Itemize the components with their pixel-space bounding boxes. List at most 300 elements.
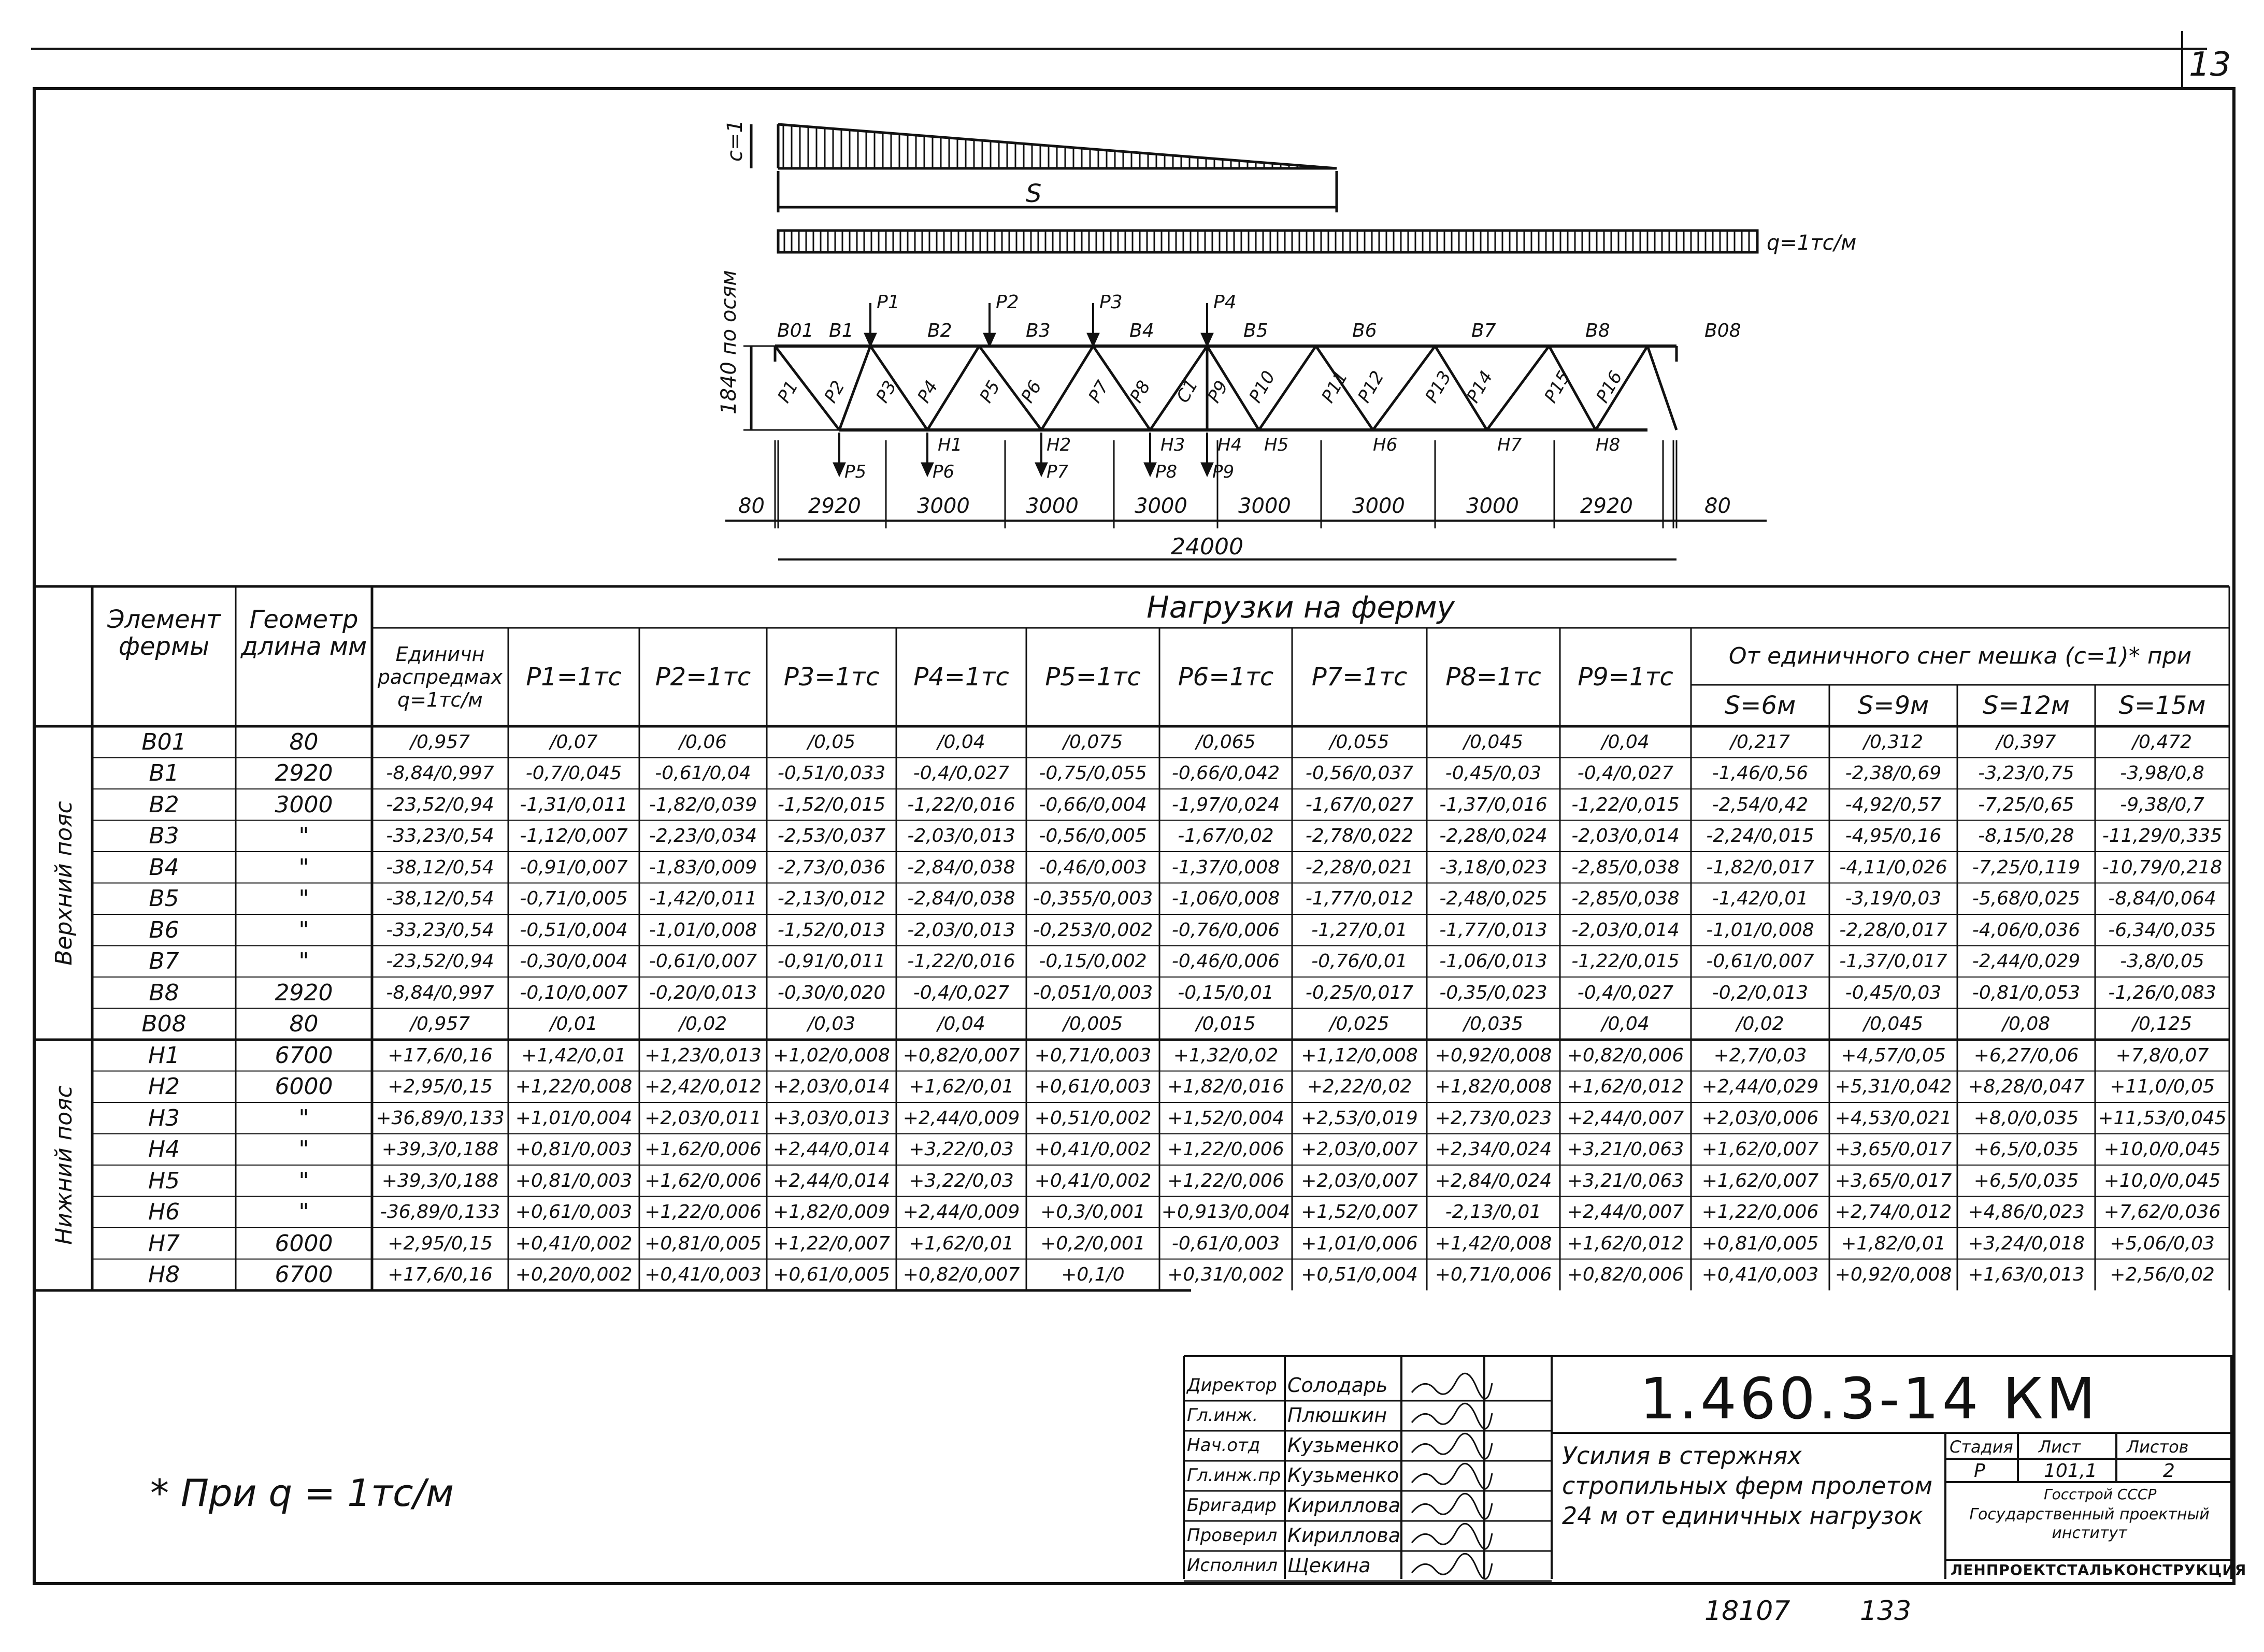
table-cell-value: +1,62/0,006 xyxy=(644,1139,762,1160)
table-cell-value: +3,21/0,063 xyxy=(1567,1170,1684,1191)
table-cell-value: -1,27/0,01 xyxy=(1311,919,1408,941)
table-cell-value: +2,84/0,024 xyxy=(1435,1170,1552,1191)
table-cell-value: -0,15/0,002 xyxy=(1039,951,1147,972)
table-cell-value: -2,23/0,034 xyxy=(649,825,757,847)
table-cell-value: +2,44/0,014 xyxy=(773,1170,890,1191)
table-cell-value: +6,5/0,035 xyxy=(1973,1170,2079,1191)
table-cell-value: -1,52/0,013 xyxy=(777,919,886,941)
table-cell-value: -0,61/0,04 xyxy=(655,763,751,784)
table-cell-value: -8,84/0,997 xyxy=(386,982,494,1003)
table-cell-value: +2,74/0,012 xyxy=(1835,1201,1952,1223)
table-cell-value: -1,01/0,008 xyxy=(649,919,757,941)
table-cell-value: +0,51/0,002 xyxy=(1034,1107,1152,1129)
table-cell-value: -2,44/0,029 xyxy=(1972,951,2081,972)
dimension-value: 80 xyxy=(1704,494,1731,518)
truss-brace xyxy=(1041,346,1093,430)
table-cell-value: +36,89/0,133 xyxy=(376,1107,505,1129)
table-cell-value: +6,5/0,035 xyxy=(1973,1139,2079,1160)
table-cell-value: /0,02 xyxy=(679,1013,727,1035)
table-cell-value: -1,12/0,007 xyxy=(520,825,628,847)
table-cell-value: -4,11/0,026 xyxy=(1839,856,1947,878)
table-cell-value: +2,03/0,011 xyxy=(644,1107,762,1129)
table-cell-value: -0,4/0,027 xyxy=(1577,763,1674,784)
table-cell-value: +10,0/0,045 xyxy=(2103,1139,2221,1160)
table-row-element: Н7 xyxy=(148,1230,180,1257)
signature-role: Гл.инж.пр xyxy=(1187,1465,1281,1486)
handwritten-signature xyxy=(1412,1373,1492,1399)
table-cell-value: -1,22/0,015 xyxy=(1571,794,1680,815)
point-load-header: P7=1тс xyxy=(1311,663,1408,692)
dimension-value: 3000 xyxy=(1026,494,1079,518)
table-row-element: В8 xyxy=(149,979,179,1006)
table-row-length: " xyxy=(298,885,309,912)
table-cell-value: +7,62/0,036 xyxy=(2103,1201,2221,1223)
footnote: * При q = 1тс/м xyxy=(150,1471,454,1515)
table-cell-value: -0,4/0,027 xyxy=(1577,982,1674,1003)
table-cell-value: +3,65/0,017 xyxy=(1835,1170,1952,1191)
brace-label: Р1 xyxy=(773,377,803,407)
truss-diagram xyxy=(596,98,1857,583)
dimension-value: 3000 xyxy=(1466,494,1519,518)
table-cell-value: +2,44/0,009 xyxy=(902,1201,1020,1223)
bottom-load-label: P9 xyxy=(1212,462,1235,482)
top-chord-label: В1 xyxy=(829,320,854,341)
point-load-header: P5=1тс xyxy=(1045,663,1141,692)
table-cell-value: -2,85/0,038 xyxy=(1571,888,1680,910)
table-cell-value: /0,957 xyxy=(410,1013,470,1035)
table-cell-value: -2,53/0,037 xyxy=(777,825,886,847)
table-cell-value: +2,95/0,15 xyxy=(388,1076,493,1098)
stage-value: Р xyxy=(1974,1460,1985,1482)
table-cell-value: -1,67/0,027 xyxy=(1305,794,1414,815)
bottom-load-label: P8 xyxy=(1155,462,1178,482)
org-line-3: ЛЕНПРОЕКТСТАЛЬКОНСТРУКЦИЯ xyxy=(1951,1561,2247,1578)
snow-span-header: S=9м xyxy=(1857,691,1929,720)
table-cell-value: +0,41/0,002 xyxy=(515,1232,633,1254)
table-cell-value: -3,18/0,023 xyxy=(1439,856,1547,878)
s-label: S xyxy=(1026,179,1042,208)
table-cell-value: -2,28/0,021 xyxy=(1305,856,1414,878)
dimension-value: 2920 xyxy=(808,494,861,518)
table-cell-value: -33,23/0,54 xyxy=(386,825,494,847)
point-load-header: P9=1тс xyxy=(1578,663,1673,692)
table-cell-value: -1,26/0,083 xyxy=(2108,982,2216,1003)
table-cell-value: -0,76/0,01 xyxy=(1311,951,1408,972)
table-cell-value: -0,4/0,027 xyxy=(913,763,1010,784)
table-cell-value: +0,92/0,008 xyxy=(1435,1044,1552,1066)
table-row-length: 2920 xyxy=(275,760,333,787)
handwritten-signature xyxy=(1412,1554,1492,1579)
table-cell-value: -0,76/0,006 xyxy=(1171,919,1280,941)
sheet-number: 13 xyxy=(2189,46,2231,84)
signature-name: Кириллова xyxy=(1287,1494,1400,1517)
table-cell-value: +10,0/0,045 xyxy=(2103,1170,2221,1191)
table-cell-value: +1,12/0,008 xyxy=(1301,1044,1418,1066)
table-cell-value: +11,53/0,045 xyxy=(2098,1107,2227,1129)
table-cell-value: +3,22/0,03 xyxy=(909,1170,1014,1191)
table-cell-value: -1,52/0,015 xyxy=(777,794,886,815)
top-chord-label: В8 xyxy=(1585,320,1610,341)
brace-label: Р5 xyxy=(976,377,1005,407)
handwritten-signature xyxy=(1412,1493,1492,1519)
table-cell-value: -0,75/0,055 xyxy=(1039,763,1147,784)
table-cell-value: -0,051/0,003 xyxy=(1033,982,1153,1003)
table-cell-value: /0,08 xyxy=(2002,1013,2051,1035)
table-cell-value: +2,03/0,014 xyxy=(773,1076,890,1098)
table-cell-value: +2,34/0,024 xyxy=(1435,1139,1552,1160)
table-cell-value: -0,46/0,003 xyxy=(1039,856,1147,878)
table-cell-value: -2,13/0,012 xyxy=(777,888,886,910)
table-cell-value: +0,81/0,005 xyxy=(1701,1232,1819,1254)
bottom-chord-group-label: Нижний пояс xyxy=(51,1085,77,1245)
table-cell-value: +1,62/0,01 xyxy=(909,1232,1014,1254)
table-cell-value: /0,02 xyxy=(1736,1013,1784,1035)
snow-span-header: S=6м xyxy=(1724,691,1796,720)
table-row-length: " xyxy=(298,1167,309,1194)
table-cell-value: +5,31/0,042 xyxy=(1835,1076,1952,1098)
table-cell-value: -0,91/0,007 xyxy=(520,856,628,878)
table-cell-value: +2,44/0,007 xyxy=(1567,1201,1684,1223)
table-cell-value: /0,04 xyxy=(937,731,985,753)
point-load-header: P3=1тс xyxy=(783,663,880,692)
table-cell-value: -0,61/0,007 xyxy=(1706,951,1814,972)
table-cell-value: -1,82/0,039 xyxy=(649,794,757,815)
table-cell-value: +0,61/0,003 xyxy=(1034,1076,1152,1098)
table-cell-value: -0,4/0,027 xyxy=(913,982,1010,1003)
table-cell-value: +1,22/0,006 xyxy=(644,1201,762,1223)
brace-label: Р12 xyxy=(1354,367,1388,407)
signature-name: Щекина xyxy=(1287,1554,1371,1577)
table-cell-value: -2,84/0,038 xyxy=(907,888,1015,910)
top-rule-tick xyxy=(2181,31,2183,87)
signature-role: Проверил xyxy=(1187,1525,1278,1546)
dimension-value: 3000 xyxy=(917,494,970,518)
table-cell-value: +3,65/0,017 xyxy=(1835,1139,1952,1160)
table-cell-value: /0,957 xyxy=(410,731,470,753)
table-cell-value: -38,12/0,54 xyxy=(386,856,494,878)
bottom-load-label: P5 xyxy=(844,462,867,482)
table-cell-value: +1,22/0,006 xyxy=(1167,1139,1284,1160)
arrow-head xyxy=(1202,464,1212,474)
table-row-length: 80 xyxy=(289,1011,319,1038)
table-row-element: В2 xyxy=(149,791,179,818)
table-cell-value: +2,56/0,02 xyxy=(2110,1264,2215,1286)
truss-brace xyxy=(1647,346,1676,430)
table-cell-value: -8,84/0,064 xyxy=(2108,888,2216,910)
top-load-label: P3 xyxy=(1099,292,1123,313)
element-column-header: Элемент фермы xyxy=(107,605,221,661)
table-cell-value: /0,472 xyxy=(2132,731,2193,753)
table-cell-value: -3,98/0,8 xyxy=(2120,763,2204,784)
table-cell-value: +4,86/0,023 xyxy=(1968,1201,2085,1223)
table-cell-value: -33,23/0,54 xyxy=(386,919,494,941)
table-cell-value: -2,24/0,015 xyxy=(1706,825,1814,847)
table-cell-value: -0,45/0,03 xyxy=(1845,982,1942,1003)
table-cell-value: +1,82/0,01 xyxy=(1841,1232,1946,1254)
table-cell-value: +3,24/0,018 xyxy=(1968,1232,2085,1254)
bottom-chord-label: Н5 xyxy=(1264,435,1289,455)
table-cell-value: -0,61/0,007 xyxy=(649,951,757,972)
table-cell-value: -2,85/0,038 xyxy=(1571,856,1680,878)
handwritten-signature xyxy=(1412,1403,1492,1429)
signature-role: Исполнил xyxy=(1187,1555,1278,1576)
table-cell-value: -0,71/0,005 xyxy=(520,888,628,910)
top-chord-label: В5 xyxy=(1243,320,1268,341)
brace-label: Р7 xyxy=(1084,377,1113,407)
table-cell-value: +2,03/0,006 xyxy=(1701,1107,1819,1129)
table-row-element: В08 xyxy=(141,1011,187,1038)
table-row-length: " xyxy=(298,948,309,975)
table-cell-value: +0,82/0,006 xyxy=(1567,1044,1684,1066)
table-row-element: В01 xyxy=(141,728,187,755)
table-cell-value: -1,22/0,015 xyxy=(1571,951,1680,972)
document-code: 1.460.3-14 КМ xyxy=(1640,1366,2099,1432)
signature-name: Кузьменко xyxy=(1287,1434,1399,1457)
signature-name: Солодарь xyxy=(1287,1374,1388,1397)
table-cell-value: +39,3/0,188 xyxy=(381,1139,499,1160)
signature-name: Кириллова xyxy=(1287,1524,1400,1547)
table-row-length: 3000 xyxy=(275,791,333,818)
table-cell-value: /0,397 xyxy=(1996,731,2056,753)
table-cell-value: -10,79/0,218 xyxy=(2102,856,2223,878)
stage-label: Стадия xyxy=(1950,1437,2013,1457)
table-row-element: Н5 xyxy=(148,1167,180,1194)
table-cell-value: +1,62/0,012 xyxy=(1567,1232,1684,1254)
table-cell-value: /0,035 xyxy=(1463,1013,1524,1035)
brace-label: Р14 xyxy=(1463,367,1497,407)
table-cell-value: -0,2/0,013 xyxy=(1712,982,1809,1003)
table-row-element: Н6 xyxy=(148,1199,180,1226)
snow-span-header: S=12м xyxy=(1983,691,2070,720)
table-cell-value: +1,23/0,013 xyxy=(644,1044,762,1066)
org-line-2: Государственный проектный институт xyxy=(1969,1505,2210,1542)
table-cell-value: -1,31/0,011 xyxy=(520,794,628,815)
handwritten-signature xyxy=(1412,1463,1492,1489)
arrow-head xyxy=(835,464,844,474)
table-cell-value: /0,075 xyxy=(1063,731,1123,753)
table-cell-value: -0,15/0,01 xyxy=(1178,982,1274,1003)
table-row-element: В1 xyxy=(149,760,179,787)
table-cell-value: -2,38/0,69 xyxy=(1845,763,1942,784)
table-cell-value: -1,06/0,013 xyxy=(1439,951,1547,972)
table-cell-value: -2,03/0,014 xyxy=(1571,825,1680,847)
table-cell-value: +1,01/0,004 xyxy=(515,1107,633,1129)
table-cell-value: +4,53/0,021 xyxy=(1835,1107,1952,1129)
table-cell-value: +2,42/0,012 xyxy=(644,1076,762,1098)
table-cell-value: -0,46/0,006 xyxy=(1171,951,1280,972)
table-cell-value: +2,53/0,019 xyxy=(1301,1107,1418,1129)
table-cell-value: -0,355/0,003 xyxy=(1033,888,1153,910)
table-cell-value: /0,005 xyxy=(1063,1013,1123,1035)
table-row-length: 6000 xyxy=(275,1230,333,1257)
table-cell-value: -0,25/0,017 xyxy=(1305,982,1414,1003)
table-cell-value: +1,01/0,006 xyxy=(1301,1232,1418,1254)
snow-bag-header: От единичного снег мешка (с=1)* при xyxy=(1728,643,2192,669)
top-load-label: P1 xyxy=(877,292,900,313)
table-cell-value: -1,77/0,013 xyxy=(1439,919,1547,941)
handwritten-signature xyxy=(1412,1433,1492,1459)
table-cell-value: +0,20/0,002 xyxy=(515,1264,633,1286)
table-cell-value: +1,42/0,008 xyxy=(1435,1232,1552,1254)
table-cell-value: -8,15/0,28 xyxy=(1978,825,2074,847)
top-load-label: P4 xyxy=(1213,292,1237,313)
table-row-element: В7 xyxy=(149,948,179,975)
signature-role: Нач.отд xyxy=(1187,1435,1260,1456)
table-cell-value: +0,81/0,003 xyxy=(515,1139,633,1160)
table-cell-value: -9,38/0,7 xyxy=(2120,794,2204,815)
table-cell-value: +0,3/0,001 xyxy=(1040,1201,1145,1223)
table-cell-value: -1,42/0,01 xyxy=(1712,888,1809,910)
table-cell-value: +17,6/0,16 xyxy=(388,1264,493,1286)
top-chord-label: В01 xyxy=(777,320,814,341)
table-cell-value: -6,34/0,035 xyxy=(2108,919,2216,941)
table-row-length: 80 xyxy=(289,728,319,755)
table-cell-value: -4,92/0,57 xyxy=(1845,794,1942,815)
table-cell-value: +1,62/0,01 xyxy=(909,1076,1014,1098)
table-row-element: Н2 xyxy=(148,1073,180,1100)
table-row-element: Н8 xyxy=(148,1261,180,1288)
arrow-head xyxy=(923,464,932,474)
bottom-chord-label: Н8 xyxy=(1596,435,1621,455)
dimension-value: 80 xyxy=(738,494,765,518)
dimension-value: 3000 xyxy=(1238,494,1291,518)
table-cell-value: +0,31/0,002 xyxy=(1167,1264,1284,1286)
table-cell-value: +0,81/0,003 xyxy=(515,1170,633,1191)
table-cell-value: +1,62/0,007 xyxy=(1701,1139,1819,1160)
table-cell-value: /0,06 xyxy=(679,731,727,753)
table-cell-value: +17,6/0,16 xyxy=(388,1044,493,1066)
table-row-element: Н4 xyxy=(148,1136,180,1163)
point-load-header: P6=1тс xyxy=(1178,663,1274,692)
table-cell-value: +1,63/0,013 xyxy=(1968,1264,2085,1286)
table-cell-value: /0,025 xyxy=(1329,1013,1389,1035)
truss-brace xyxy=(1487,346,1549,430)
loads-group-header: Нагрузки на ферму xyxy=(1147,590,1455,625)
table-cell-value: -0,81/0,053 xyxy=(1972,982,2081,1003)
load-table xyxy=(36,586,2232,1355)
q-label: q=1тс/м xyxy=(1767,231,1857,255)
table-cell-value: +0,61/0,005 xyxy=(773,1264,890,1286)
table-cell-value: +2,44/0,029 xyxy=(1701,1076,1819,1098)
top-chord-label: В3 xyxy=(1026,320,1051,341)
table-cell-value: +7,8/0,07 xyxy=(2115,1044,2209,1066)
signature-role: Директор xyxy=(1187,1375,1277,1396)
table-cell-value: +0,92/0,008 xyxy=(1835,1264,1952,1286)
table-cell-value: /0,05 xyxy=(807,731,856,753)
table-cell-value: -1,22/0,016 xyxy=(907,951,1015,972)
table-cell-value: +11,0/0,05 xyxy=(2110,1076,2215,1098)
length-column-header: Геометр длина мм xyxy=(240,605,367,661)
table-cell-value: -8,84/0,997 xyxy=(386,763,494,784)
point-load-header: P1=1тс xyxy=(526,663,622,692)
org-line-1: Госстрой СССР xyxy=(2044,1486,2157,1503)
table-cell-value: +0,2/0,001 xyxy=(1040,1232,1145,1254)
table-cell-value: +0,71/0,003 xyxy=(1034,1044,1152,1066)
table-cell-value: /0,217 xyxy=(1730,731,1790,753)
table-cell-value: -0,51/0,033 xyxy=(777,763,886,784)
table-cell-value: -4,06/0,036 xyxy=(1972,919,2081,941)
table-cell-value: +8,28/0,047 xyxy=(1968,1076,2085,1098)
table-cell-value: +2,44/0,009 xyxy=(902,1107,1020,1129)
table-cell-value: +2,44/0,007 xyxy=(1567,1107,1684,1129)
table-cell-value: -4,95/0,16 xyxy=(1845,825,1942,847)
table-cell-value: +1,22/0,006 xyxy=(1701,1201,1819,1223)
table-cell-value: /0,04 xyxy=(1601,731,1650,753)
brace-label: Р13 xyxy=(1421,367,1456,407)
table-cell-value: +1,22/0,006 xyxy=(1167,1170,1284,1191)
point-load-header: P2=1тс xyxy=(655,663,751,692)
table-cell-value: -1,06/0,008 xyxy=(1171,888,1280,910)
table-cell-value: -7,25/0,119 xyxy=(1972,856,2081,878)
table-cell-value: +0,51/0,004 xyxy=(1301,1264,1418,1286)
table-row-length: " xyxy=(298,1104,309,1131)
table-cell-value: -2,84/0,038 xyxy=(907,856,1015,878)
height-label: 1840 по осям xyxy=(717,270,741,414)
table-cell-value: -0,51/0,004 xyxy=(520,919,628,941)
table-cell-value: -3,19/0,03 xyxy=(1845,888,1942,910)
table-cell-value: +0,913/0,004 xyxy=(1161,1201,1291,1223)
table-cell-value: +3,21/0,063 xyxy=(1567,1139,1684,1160)
table-cell-value: +1,62/0,012 xyxy=(1567,1076,1684,1098)
handwritten-signature xyxy=(1412,1524,1492,1549)
snow-span-header: S=15м xyxy=(2118,691,2206,720)
brace-label: Р6 xyxy=(1017,377,1046,407)
table-row-element: В3 xyxy=(149,823,179,850)
sheets-value: 2 xyxy=(2163,1460,2175,1482)
arrow-head xyxy=(866,334,875,344)
top-chord-label: В7 xyxy=(1471,320,1496,341)
table-cell-value: -3,8/0,05 xyxy=(2120,951,2204,972)
table-cell-value: -1,83/0,009 xyxy=(649,856,757,878)
table-row-element: Н1 xyxy=(148,1042,180,1069)
top-chord-label: В6 xyxy=(1352,320,1377,341)
table-cell-value: -2,03/0,013 xyxy=(907,825,1015,847)
table-cell-value: +1,82/0,008 xyxy=(1435,1076,1552,1098)
dimension-value: 2920 xyxy=(1580,494,1633,518)
brace-label: Р15 xyxy=(1540,367,1575,407)
table-cell-value: /0,125 xyxy=(2132,1013,2193,1035)
brace-label: Р9 xyxy=(1203,377,1233,407)
table-cell-value: +0,71/0,006 xyxy=(1435,1264,1552,1286)
table-cell-value: +6,27/0,06 xyxy=(1973,1044,2079,1066)
table-cell-value: /0,045 xyxy=(1863,1013,1924,1035)
table-cell-value: +1,22/0,007 xyxy=(773,1232,890,1254)
table-cell-value: -3,23/0,75 xyxy=(1978,763,2074,784)
bottom-load-label: P7 xyxy=(1047,462,1069,482)
table-cell-value: +0,82/0,007 xyxy=(902,1264,1020,1286)
title-block xyxy=(1184,1355,2247,1579)
table-cell-value: -0,91/0,011 xyxy=(777,951,886,972)
table-cell-value: -0,253/0,002 xyxy=(1033,919,1153,941)
table-cell-value: +2,95/0,15 xyxy=(388,1232,493,1254)
table-cell-value: +1,62/0,007 xyxy=(1701,1170,1819,1191)
table-cell-value: +5,06/0,03 xyxy=(2110,1232,2215,1254)
table-cell-value: +1,52/0,007 xyxy=(1301,1201,1418,1223)
table-cell-value: -38,12/0,54 xyxy=(386,888,494,910)
brace-label: Р4 xyxy=(913,377,942,407)
table-cell-value: +0,82/0,006 xyxy=(1567,1264,1684,1286)
bottom-load-label: P6 xyxy=(933,462,955,482)
table-cell-value: -23,52/0,94 xyxy=(386,794,494,815)
bottom-chord-label: Н4 xyxy=(1217,435,1242,455)
c-label: c=1 xyxy=(723,120,747,162)
top-chord-label: В2 xyxy=(927,320,952,341)
bottom-chord-label: Н1 xyxy=(938,435,963,455)
table-row-length: 2920 xyxy=(275,979,333,1006)
table-cell-value: -1,42/0,011 xyxy=(649,888,757,910)
table-row-length: 6000 xyxy=(275,1073,333,1100)
brace-label: Р10 xyxy=(1245,367,1280,407)
